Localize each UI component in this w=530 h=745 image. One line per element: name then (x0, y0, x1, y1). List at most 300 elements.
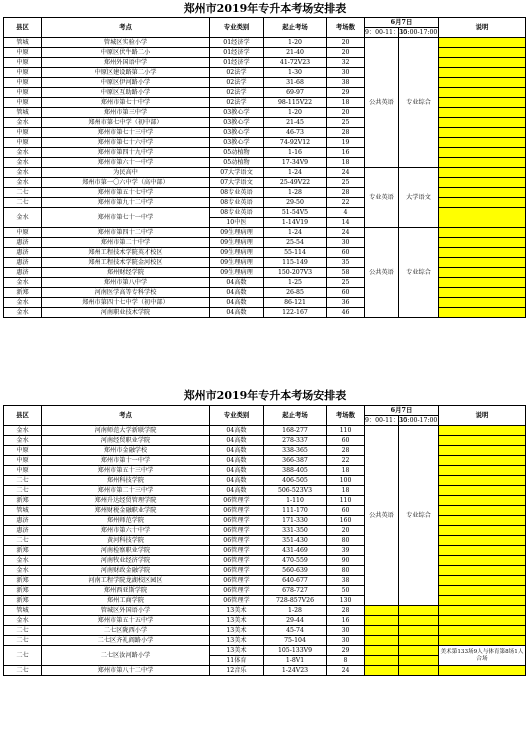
note-cell (439, 268, 526, 278)
major-cell: 04高数 (210, 308, 264, 318)
site-cell: 郑州外国语中学 (42, 58, 210, 68)
table-row (4, 426, 526, 436)
count-cell: 90 (327, 556, 365, 566)
note-cell (439, 426, 526, 436)
table2-title: 郑州市2019年专升本考场安排表 (183, 389, 347, 402)
seat-cell: 51-54V5 (264, 208, 327, 218)
table-row (4, 268, 526, 278)
seat-cell: 1-110 (264, 496, 327, 506)
note-cell (439, 278, 526, 288)
major-cell: 09生理病理 (210, 258, 264, 268)
count-cell: 28 (327, 606, 365, 616)
site-cell: 郑州市第一〇六中学（高中部） (42, 178, 210, 188)
seat-cell: 171-330 (264, 516, 327, 526)
note-cell (439, 666, 526, 676)
major-cell: 03教心学 (210, 108, 264, 118)
seat-header: 起止考场 (264, 18, 327, 38)
seat-cell: 46-73 (264, 128, 327, 138)
count-cell: 24 (327, 168, 365, 178)
site-cell: 中原区伏牛路二小 (42, 48, 210, 58)
site-cell: 郑州市第三中学 (42, 108, 210, 118)
seat-cell: 86-121 (264, 298, 327, 308)
county-cell: 金水 (4, 208, 42, 228)
major-cell: 04高数 (210, 278, 264, 288)
note-cell (439, 128, 526, 138)
site-cell: 中原区伊河路小学 (42, 78, 210, 88)
note-cell (439, 576, 526, 586)
county-cell: 新郑 (4, 596, 42, 606)
seat-cell: 115-149 (264, 258, 327, 268)
am-session-cell (365, 616, 399, 626)
note-cell (439, 88, 526, 98)
table-row (4, 288, 526, 298)
county-cell: 金水 (4, 556, 42, 566)
table-row (4, 98, 526, 108)
seat-cell: 25-54 (264, 238, 327, 248)
site-cell: 黄河科技学院 (42, 536, 210, 546)
note-cell (439, 108, 526, 118)
site-cell: 郑州市第七十中学 (42, 98, 210, 108)
major-cell: 02法学 (210, 98, 264, 108)
count-cell: 39 (327, 546, 365, 556)
table-row (4, 88, 526, 98)
site-cell: 郑州市第八十二中学 (42, 666, 210, 676)
table-row (4, 536, 526, 546)
seat-cell: 26-85 (264, 288, 327, 298)
table-row (4, 576, 526, 586)
county-cell: 惠济 (4, 258, 42, 268)
seat-cell: 678-727 (264, 586, 327, 596)
note-cell (439, 238, 526, 248)
pm-session-cell: 专业综合 (399, 38, 439, 168)
table-row (4, 456, 526, 466)
site-cell: 郑州科技学院 (42, 476, 210, 486)
note-cell (439, 466, 526, 476)
county-cell: 二七 (4, 646, 42, 666)
major-cell: 06管理学 (210, 556, 264, 566)
table-row (4, 566, 526, 576)
site-cell: 郑州市第六十一中学 (42, 158, 210, 168)
seat-cell: 29-44 (264, 616, 327, 626)
major-cell: 05动植物 (210, 158, 264, 168)
major-cell: 03教心学 (210, 128, 264, 138)
pm-session-cell: 大学语文 (399, 168, 439, 228)
note-cell (439, 556, 526, 566)
note-cell (439, 228, 526, 238)
site-cell: 为民高中 (42, 168, 210, 178)
site-cell: 郑州市第五十七中学 (42, 188, 210, 198)
table-row (4, 158, 526, 168)
major-cell: 07大学语文 (210, 168, 264, 178)
county-cell: 中原 (4, 88, 42, 98)
site-cell: 郑州西亚斯学院 (42, 586, 210, 596)
note-cell (439, 188, 526, 198)
table-row (4, 516, 526, 526)
county-cell: 中原 (4, 466, 42, 476)
note-cell (439, 78, 526, 88)
table-row (4, 446, 526, 456)
table-row (4, 586, 526, 596)
seat-cell: 406-505 (264, 476, 327, 486)
note-cell (439, 48, 526, 58)
count-cell: 60 (327, 248, 365, 258)
county-cell: 管城 (4, 108, 42, 118)
major-cell: 06管理学 (210, 526, 264, 536)
table-row (4, 308, 526, 318)
note-cell (439, 586, 526, 596)
major-cell: 04高数 (210, 486, 264, 496)
seat-cell: 31-68 (264, 78, 327, 88)
seat-cell: 75-104 (264, 636, 327, 646)
site-cell: 二七区齐礼阎路小学 (42, 636, 210, 646)
major-cell: 13美术 (210, 636, 264, 646)
count-cell: 25 (327, 278, 365, 288)
county-cell: 金水 (4, 158, 42, 168)
major-cell: 02法学 (210, 78, 264, 88)
site-cell: 郑州市第五十三中学 (42, 466, 210, 476)
site-cell: 郑州财经学院 (42, 268, 210, 278)
site-cell: 郑州市第八中学 (42, 278, 210, 288)
note-cell (439, 138, 526, 148)
county-cell: 金水 (4, 616, 42, 626)
count-cell: 18 (327, 158, 365, 168)
county-cell: 金水 (4, 436, 42, 446)
count-cell: 50 (327, 586, 365, 596)
count-cell: 16 (327, 148, 365, 158)
county-cell: 新郑 (4, 546, 42, 556)
count-cell: 29 (327, 646, 365, 656)
table-row (4, 666, 526, 676)
site-cell: 管城区实验小学 (42, 38, 210, 48)
major-cell: 08专业英语 (210, 188, 264, 198)
seat-cell: 1-16 (264, 148, 327, 158)
major-cell: 09生理病理 (210, 248, 264, 258)
count-cell: 16 (327, 616, 365, 626)
am-session-cell (365, 656, 399, 666)
seat-cell: 25-49V22 (264, 178, 327, 188)
note-cell (439, 58, 526, 68)
note-cell (439, 248, 526, 258)
seat-cell: 1-28 (264, 188, 327, 198)
count-cell: 30 (327, 636, 365, 646)
major-cell: 06管理学 (210, 506, 264, 516)
pm-session-cell (399, 616, 439, 626)
count-cell: 20 (327, 108, 365, 118)
count-cell: 20 (327, 526, 365, 536)
site-cell: 郑州市第十一中学 (42, 456, 210, 466)
count-cell: 100 (327, 476, 365, 486)
county-cell: 管城 (4, 506, 42, 516)
count-cell: 60 (327, 436, 365, 446)
seat-cell: 331-350 (264, 526, 327, 536)
seat-cell: 111-170 (264, 506, 327, 516)
table1 (3, 17, 526, 318)
header-row (4, 18, 526, 28)
count-cell: 110 (327, 496, 365, 506)
note-cell (439, 198, 526, 208)
major-cell: 09生理病理 (210, 238, 264, 248)
county-cell: 二七 (4, 536, 42, 546)
major-cell: 02法学 (210, 68, 264, 78)
major-cell: 06管理学 (210, 516, 264, 526)
note-cell (439, 68, 526, 78)
count-cell: 20 (327, 48, 365, 58)
pm-session-cell: 专业综合 (399, 426, 439, 606)
major-cell: 07大学语文 (210, 178, 264, 188)
seat-cell: 728-857V26 (264, 596, 327, 606)
site-cell: 郑州市第七十三中学 (42, 128, 210, 138)
seat-cell: 338-365 (264, 446, 327, 456)
count-cell: 25 (327, 118, 365, 128)
count-cell: 24 (327, 666, 365, 676)
site-cell: 河南经贸职业学院 (42, 436, 210, 446)
am-session-cell: 专业英语 (365, 168, 399, 228)
seat-cell: 69-97 (264, 88, 327, 98)
seat-cell: 105-133V9 (264, 646, 327, 656)
county-cell: 金水 (4, 168, 42, 178)
count-cell: 28 (327, 446, 365, 456)
major-cell: 03教心学 (210, 138, 264, 148)
count-cell: 32 (327, 58, 365, 68)
site-header: 考点 (42, 18, 210, 38)
table-row (4, 616, 526, 626)
count-cell: 80 (327, 536, 365, 546)
seat-cell: 506-523V3 (264, 486, 327, 496)
note-cell (439, 596, 526, 606)
site-cell: 二七区陇西小学 (42, 626, 210, 636)
note-cell (439, 446, 526, 456)
major-cell: 06管理学 (210, 536, 264, 546)
am-session-header: 9：00-11：30 (365, 29, 408, 36)
count-cell: 110 (327, 426, 365, 436)
count-cell: 28 (327, 188, 365, 198)
county-cell: 中原 (4, 48, 42, 58)
site-cell: 郑州市第二十三中学 (42, 486, 210, 496)
major-cell: 01经济学 (210, 38, 264, 48)
major-cell: 09生理病理 (210, 228, 264, 238)
major-cell: 13美术 (210, 646, 264, 656)
site-cell: 郑州市第四十九中学 (42, 148, 210, 158)
am-session-cell (365, 666, 399, 676)
county-cell: 中原 (4, 456, 42, 466)
county-cell: 二七 (4, 486, 42, 496)
count-header: 考场数 (327, 406, 365, 426)
note-cell (439, 118, 526, 128)
note-cell: 美术第133场9人与体育第8场1人合场 (439, 646, 526, 666)
am-session-cell (365, 646, 399, 656)
table-row (4, 128, 526, 138)
note-cell (439, 148, 526, 158)
am-session-cell (365, 606, 399, 616)
major-cell: 06管理学 (210, 496, 264, 506)
count-cell: 18 (327, 466, 365, 476)
site-cell: 中原区互助路小学 (42, 88, 210, 98)
note-cell (439, 536, 526, 546)
county-cell: 中原 (4, 446, 42, 456)
am-session-cell (365, 636, 399, 646)
seat-cell: 351-430 (264, 536, 327, 546)
major-cell: 13美术 (210, 606, 264, 616)
seat-cell: 431-469 (264, 546, 327, 556)
note-cell (439, 258, 526, 268)
table-row (4, 58, 526, 68)
note-cell (439, 38, 526, 48)
site-cell: 河南检察职业学院 (42, 546, 210, 556)
seat-cell: 278-337 (264, 436, 327, 446)
county-cell: 中原 (4, 138, 42, 148)
county-cell: 管城 (4, 606, 42, 616)
table-row (4, 626, 526, 636)
table-row (4, 636, 526, 646)
county-header: 县区 (4, 18, 42, 38)
count-cell: 28 (327, 128, 365, 138)
major-cell: 13美术 (210, 616, 264, 626)
count-cell: 24 (327, 228, 365, 238)
table-row (4, 188, 526, 198)
table-row (4, 476, 526, 486)
count-cell: 29 (327, 88, 365, 98)
table-row (4, 486, 526, 496)
table-row (4, 258, 526, 268)
county-cell: 新郑 (4, 496, 42, 506)
major-cell: 01经济学 (210, 48, 264, 58)
count-header: 考场数 (327, 18, 365, 38)
table-row (4, 178, 526, 188)
table-row (4, 78, 526, 88)
pm-session-cell (399, 606, 439, 616)
table-row (4, 38, 526, 48)
county-cell: 金水 (4, 178, 42, 188)
site-cell: 河南职业技术学院 (42, 308, 210, 318)
major-cell: 06管理学 (210, 576, 264, 586)
am-session-cell: 公共英语 (365, 38, 399, 168)
county-header: 县区 (4, 406, 42, 426)
county-cell: 惠济 (4, 526, 42, 536)
seat-cell: 1-24 (264, 228, 327, 238)
table-row (4, 278, 526, 288)
county-cell: 二七 (4, 198, 42, 208)
note-cell (439, 476, 526, 486)
county-cell: 惠济 (4, 248, 42, 258)
county-cell: 二七 (4, 188, 42, 198)
pm-session-cell (399, 646, 439, 656)
table1-title: 郑州市2019年专升本考场安排表 (183, 2, 347, 15)
county-cell: 中原 (4, 58, 42, 68)
am-session-cell (365, 626, 399, 636)
table-row (4, 108, 526, 118)
major-cell: 06管理学 (210, 586, 264, 596)
note-cell (439, 98, 526, 108)
table-row (4, 138, 526, 148)
county-cell: 金水 (4, 566, 42, 576)
note-cell (439, 298, 526, 308)
seat-cell: 55-114 (264, 248, 327, 258)
major-cell: 04高数 (210, 476, 264, 486)
count-cell: 36 (327, 298, 365, 308)
site-cell: 郑州市第四十七中学（初中部） (42, 298, 210, 308)
seat-cell: 41-72V23 (264, 58, 327, 68)
note-cell (439, 436, 526, 446)
site-cell: 河南财政金融学院 (42, 566, 210, 576)
major-cell: 11体育 (210, 656, 264, 666)
major-cell: 02法学 (210, 88, 264, 98)
table-row (4, 118, 526, 128)
note-header: 说明 (439, 406, 526, 426)
note-cell (439, 566, 526, 576)
county-cell: 金水 (4, 298, 42, 308)
note-cell (439, 546, 526, 556)
major-cell: 09生理病理 (210, 268, 264, 278)
count-cell: 25 (327, 178, 365, 188)
seat-cell: 1-14V19 (264, 218, 327, 228)
table-row (4, 596, 526, 606)
table-row (4, 248, 526, 258)
count-cell: 18 (327, 486, 365, 496)
county-cell: 中原 (4, 78, 42, 88)
count-cell: 20 (327, 38, 365, 48)
site-cell: 郑州升达经贸管理学院 (42, 496, 210, 506)
site-cell: 郑州市第七十一中学 (42, 208, 210, 228)
major-cell: 04高数 (210, 426, 264, 436)
county-cell: 金水 (4, 118, 42, 128)
note-cell (439, 168, 526, 178)
table-row (4, 496, 526, 506)
note-cell (439, 516, 526, 526)
note-cell (439, 616, 526, 626)
count-cell: 22 (327, 198, 365, 208)
seat-header: 起止考场 (264, 406, 327, 426)
count-cell: 30 (327, 238, 365, 248)
table-row (4, 198, 526, 208)
seat-cell: 168-277 (264, 426, 327, 436)
site-cell: 河南牧业经济学院 (42, 556, 210, 566)
note-cell (439, 626, 526, 636)
site-cell: 郑州市第四十二中学 (42, 228, 210, 238)
count-cell: 35 (327, 258, 365, 268)
table-row (4, 436, 526, 446)
am-session-header: 9：00-11：30 (365, 417, 408, 424)
seat-cell: 1-24 (264, 168, 327, 178)
am-session-cell: 公共英语 (365, 228, 399, 318)
county-cell: 惠济 (4, 238, 42, 248)
count-cell: 60 (327, 506, 365, 516)
major-cell: 06管理学 (210, 596, 264, 606)
site-cell: 郑州市第五十五中学 (42, 616, 210, 626)
count-cell: 38 (327, 78, 365, 88)
note-cell (439, 486, 526, 496)
seat-cell: 98-115V22 (264, 98, 327, 108)
pm-session-cell (399, 656, 439, 666)
major-cell: 04高数 (210, 446, 264, 456)
site-cell: 郑州师范学院 (42, 516, 210, 526)
count-cell: 14 (327, 218, 365, 228)
table-row (4, 506, 526, 516)
table-row (4, 68, 526, 78)
seat-cell: 150-207V3 (264, 268, 327, 278)
site-cell: 郑州财税金融职业学院 (42, 506, 210, 516)
major-cell: 12音乐 (210, 666, 264, 676)
major-cell: 05动植物 (210, 148, 264, 158)
site-cell: 郑州市第二十中学 (42, 238, 210, 248)
major-cell: 03教心学 (210, 118, 264, 128)
seat-cell: 1-30 (264, 68, 327, 78)
site-cell: 郑州工程技术学院金河校区 (42, 258, 210, 268)
table-row (4, 208, 526, 218)
count-cell: 60 (327, 288, 365, 298)
major-cell: 06管理学 (210, 566, 264, 576)
county-cell: 金水 (4, 426, 42, 436)
county-cell: 新郑 (4, 576, 42, 586)
